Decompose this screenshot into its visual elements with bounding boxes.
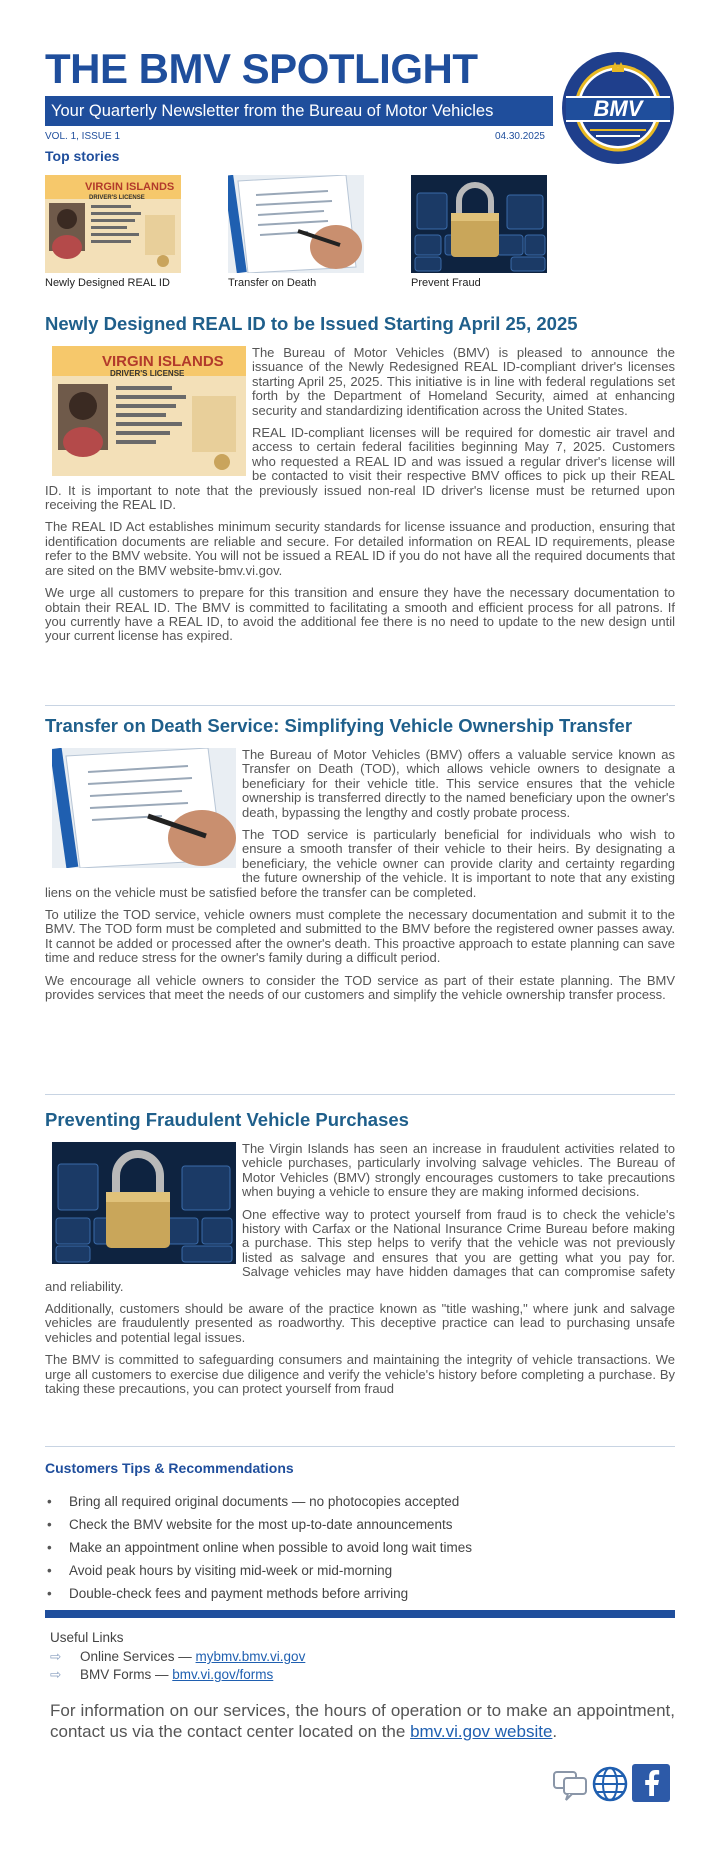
- article-real-id: [45, 312, 675, 652]
- top-story-tod[interactable]: [228, 175, 364, 289]
- contact-text: For information on our services, the hours of operation or to make an appointment, contact us via the contact center located on the: [50, 1701, 675, 1741]
- contact-info: [50, 1700, 675, 1742]
- article-paragraph: The Bureau of Motor Vehicles (BMV) offers a valuable service known as Transfer on Death (TOD), which allows vehicle owners to designate a beneficiary for their vehicle title. This service ensures that the vehicle ownership is transferred directly to the named beneficiary upon the owner's death, bypassing the lengthy and costly probate process.: [242, 747, 675, 820]
- article-body: [45, 1142, 675, 1397]
- issue-date: 04.30.2025: [494, 131, 545, 142]
- newsletter-subtitle: Your Quarterly Newsletter from the Bureau of Motor Vehicles: [45, 96, 553, 126]
- tip-item: • Avoid peak hours by visiting mid-week or mid-morning: [45, 1559, 472, 1582]
- top-stories: [45, 175, 565, 295]
- article-tod: [45, 714, 675, 1011]
- useful-links: [50, 1630, 305, 1684]
- section-divider: [45, 705, 675, 706]
- tip-item: • Bring all required original documents — no photocopies accepted: [45, 1490, 472, 1513]
- useful-links-label: Useful Links: [50, 1630, 124, 1645]
- top-story-caption: Newly Designed REAL ID: [45, 277, 170, 289]
- article-paragraph: The Bureau of Motor Vehicles (BMV) is pleased to announce the issuance of the Newly Redesigned REAL ID-compliant driver's licenses starting April 25, 2025. This initiative is in line with federal regulations set forth by the Department of Homeland Security, aimed at enhancing security and standardizing identification across the United States.: [252, 345, 675, 418]
- article-paragraph: We encourage all vehicle owners to consider the TOD service as part of their estate planning. The BMV provides services that meet the needs of our customers and simplify the vehicle ownership transfer process.: [45, 972, 675, 1003]
- arrow-icon: ⇨: [50, 1667, 62, 1682]
- top-story-caption: Prevent Fraud: [411, 277, 481, 289]
- article-paragraph: Additionally, customers should be aware of the practice known as "title washing," where junk and salvage vehicles are fraudulently presented as roadworthy. This deceptive practice can lead to purchasing unsafe vehicles and potential legal issues.: [45, 1301, 675, 1345]
- footer-divider: [45, 1610, 675, 1618]
- article-paragraph: The Virgin Islands has seen an increase in fraudulent activities related to vehicle purchases, particularly involving salvage vehicles. The Bureau of Motor Vehicles (BMV) strongly encourages customers to take precautions when buying a vehicle to ensure they are making informed decisions.: [242, 1141, 675, 1200]
- tips-title: Customers Tips & Recommendations: [45, 1460, 294, 1476]
- article-paragraph: To utilize the TOD service, vehicle owners must complete the necessary documentation and submit it to the BMV. The TOD form must be completed and submitted to the BMV before the registered owner passes away. It cannot be added or processed after the owner's death. This proactive approach to estate planning can save time and reduce stress for the owner's family during a difficult period.: [45, 907, 675, 966]
- article-body: [45, 346, 675, 644]
- article-paragraph: We urge all customers to prepare for this transition and ensure they have the necessary documentation to obtain their REAL ID. The BMV is committed to facilitating a smooth and efficient process for all patrons. If you currently have a REAL ID, to avoid the additional fee there is no need to update to the new design until your current license has expired.: [45, 585, 675, 644]
- article-paragraph: REAL ID-compliant licenses will be required for domestic air travel and access to certain federal facilities beginning May 7, 2025. Customers who requested a REAL ID and was issued a regular driver's license will be contacted to visit their respective BMV offices to pick up their REAL ID. It is important to note that the previously issued non-real ID driver's license must be returned upon receiving the REAL ID.: [45, 425, 675, 513]
- tips-list: [45, 1490, 472, 1605]
- article-paragraph: One effective way to protect yourself from fraud is to check the vehicle's history with Carfax or the National Insurance Crime Bureau before making a purchase. This step helps to verify that the vehicle was not previously listed as salvage and ensures that you are getting what you pay for. Salvage vehicles may have hidden damages that can compromise safety and reliability.: [45, 1206, 675, 1294]
- article-title: Preventing Fraudulent Vehicle Purchases: [45, 1109, 409, 1130]
- volume-label: VOL. 1, ISSUE 1: [45, 131, 121, 142]
- link-description: Online Services —: [80, 1649, 196, 1664]
- svg-text:VIRGIN ISLANDS: VIRGIN ISLANDS: [102, 353, 224, 370]
- section-divider: [45, 1446, 675, 1447]
- arrow-icon: ⇨: [50, 1649, 62, 1664]
- bmv-seal-logo: [560, 50, 676, 166]
- padlock-keyboard-image: [52, 1142, 236, 1264]
- bmv-website-link[interactable]: bmv.vi.gov website: [410, 1722, 553, 1741]
- drivers-license-image: [52, 346, 246, 476]
- chat-icon[interactable]: [550, 1764, 590, 1804]
- link-row: [50, 1648, 305, 1666]
- signing-document-image: [52, 748, 236, 868]
- tip-item: • Double-check fees and payment methods before arriving: [45, 1582, 472, 1605]
- logo-text: BMV: [593, 96, 643, 121]
- signing-document-image: [228, 175, 364, 273]
- drivers-license-image: [45, 175, 181, 273]
- svg-text:VIRGIN ISLANDS: VIRGIN ISLANDS: [85, 181, 175, 193]
- top-stories-label: Top stories: [45, 148, 120, 164]
- section-divider: [45, 1094, 675, 1095]
- link-description: BMV Forms —: [80, 1667, 173, 1682]
- link-row: [50, 1666, 305, 1684]
- contact-end: .: [552, 1722, 558, 1741]
- globe-icon[interactable]: [590, 1764, 630, 1804]
- article-paragraph: The BMV is committed to safeguarding consumers and maintaining the integrity of vehicle transactions. We urge all customers to exercise due diligence and verify the vehicle's history before completing a purchase. By taking these precautions, you can protect yourself from fraud: [45, 1352, 675, 1397]
- facebook-icon[interactable]: [632, 1764, 670, 1802]
- tip-item: • Make an appointment online when possible to avoid long wait times: [45, 1536, 472, 1559]
- article-paragraph: The REAL ID Act establishes minimum security standards for license issuance and production, ensuring that identification documents are reliable and secure. For detailed information on REAL ID requirements, please refer to the BMV website. You will not be issued a REAL ID if you do not have all the required documents that are sited on the BMV website-bmv.vi.gov.: [45, 519, 675, 578]
- top-story-fraud[interactable]: [411, 175, 547, 289]
- padlock-keyboard-image: [411, 175, 547, 273]
- newsletter-title: THE BMV SPOTLIGHT: [45, 45, 478, 92]
- article-paragraph: The TOD service is particularly beneficial for individuals who wish to ensure a smooth transfer of their vehicle to their heirs. By designating a beneficiary, the vehicle owner can provide clarity and certainty regarding the future ownership of the vehicle. It is important to note that any existing liens on the vehicle must be satisfied before the transfer can be completed.: [45, 827, 675, 900]
- svg-text:DRIVER'S LICENSE: DRIVER'S LICENSE: [110, 369, 185, 378]
- top-story-caption: Transfer on Death: [228, 277, 317, 289]
- top-story-real-id[interactable]: [45, 175, 181, 289]
- article-body: [45, 748, 675, 1003]
- article-fraud: [45, 1108, 675, 1405]
- issue-info: [45, 131, 545, 142]
- bmv-forms-link[interactable]: bmv.vi.gov/forms: [172, 1667, 274, 1682]
- article-title: Newly Designed REAL ID to be Issued Starting April 25, 2025: [45, 313, 578, 334]
- article-title: Transfer on Death Service: Simplifying Vehicle Ownership Transfer: [45, 715, 633, 736]
- online-services-link[interactable]: mybmv.bmv.vi.gov: [195, 1649, 306, 1664]
- tip-item: • Check the BMV website for the most up-to-date announcements: [45, 1513, 472, 1536]
- masthead: [45, 46, 565, 142]
- svg-text:DRIVER'S LICENSE: DRIVER'S LICENSE: [89, 195, 145, 201]
